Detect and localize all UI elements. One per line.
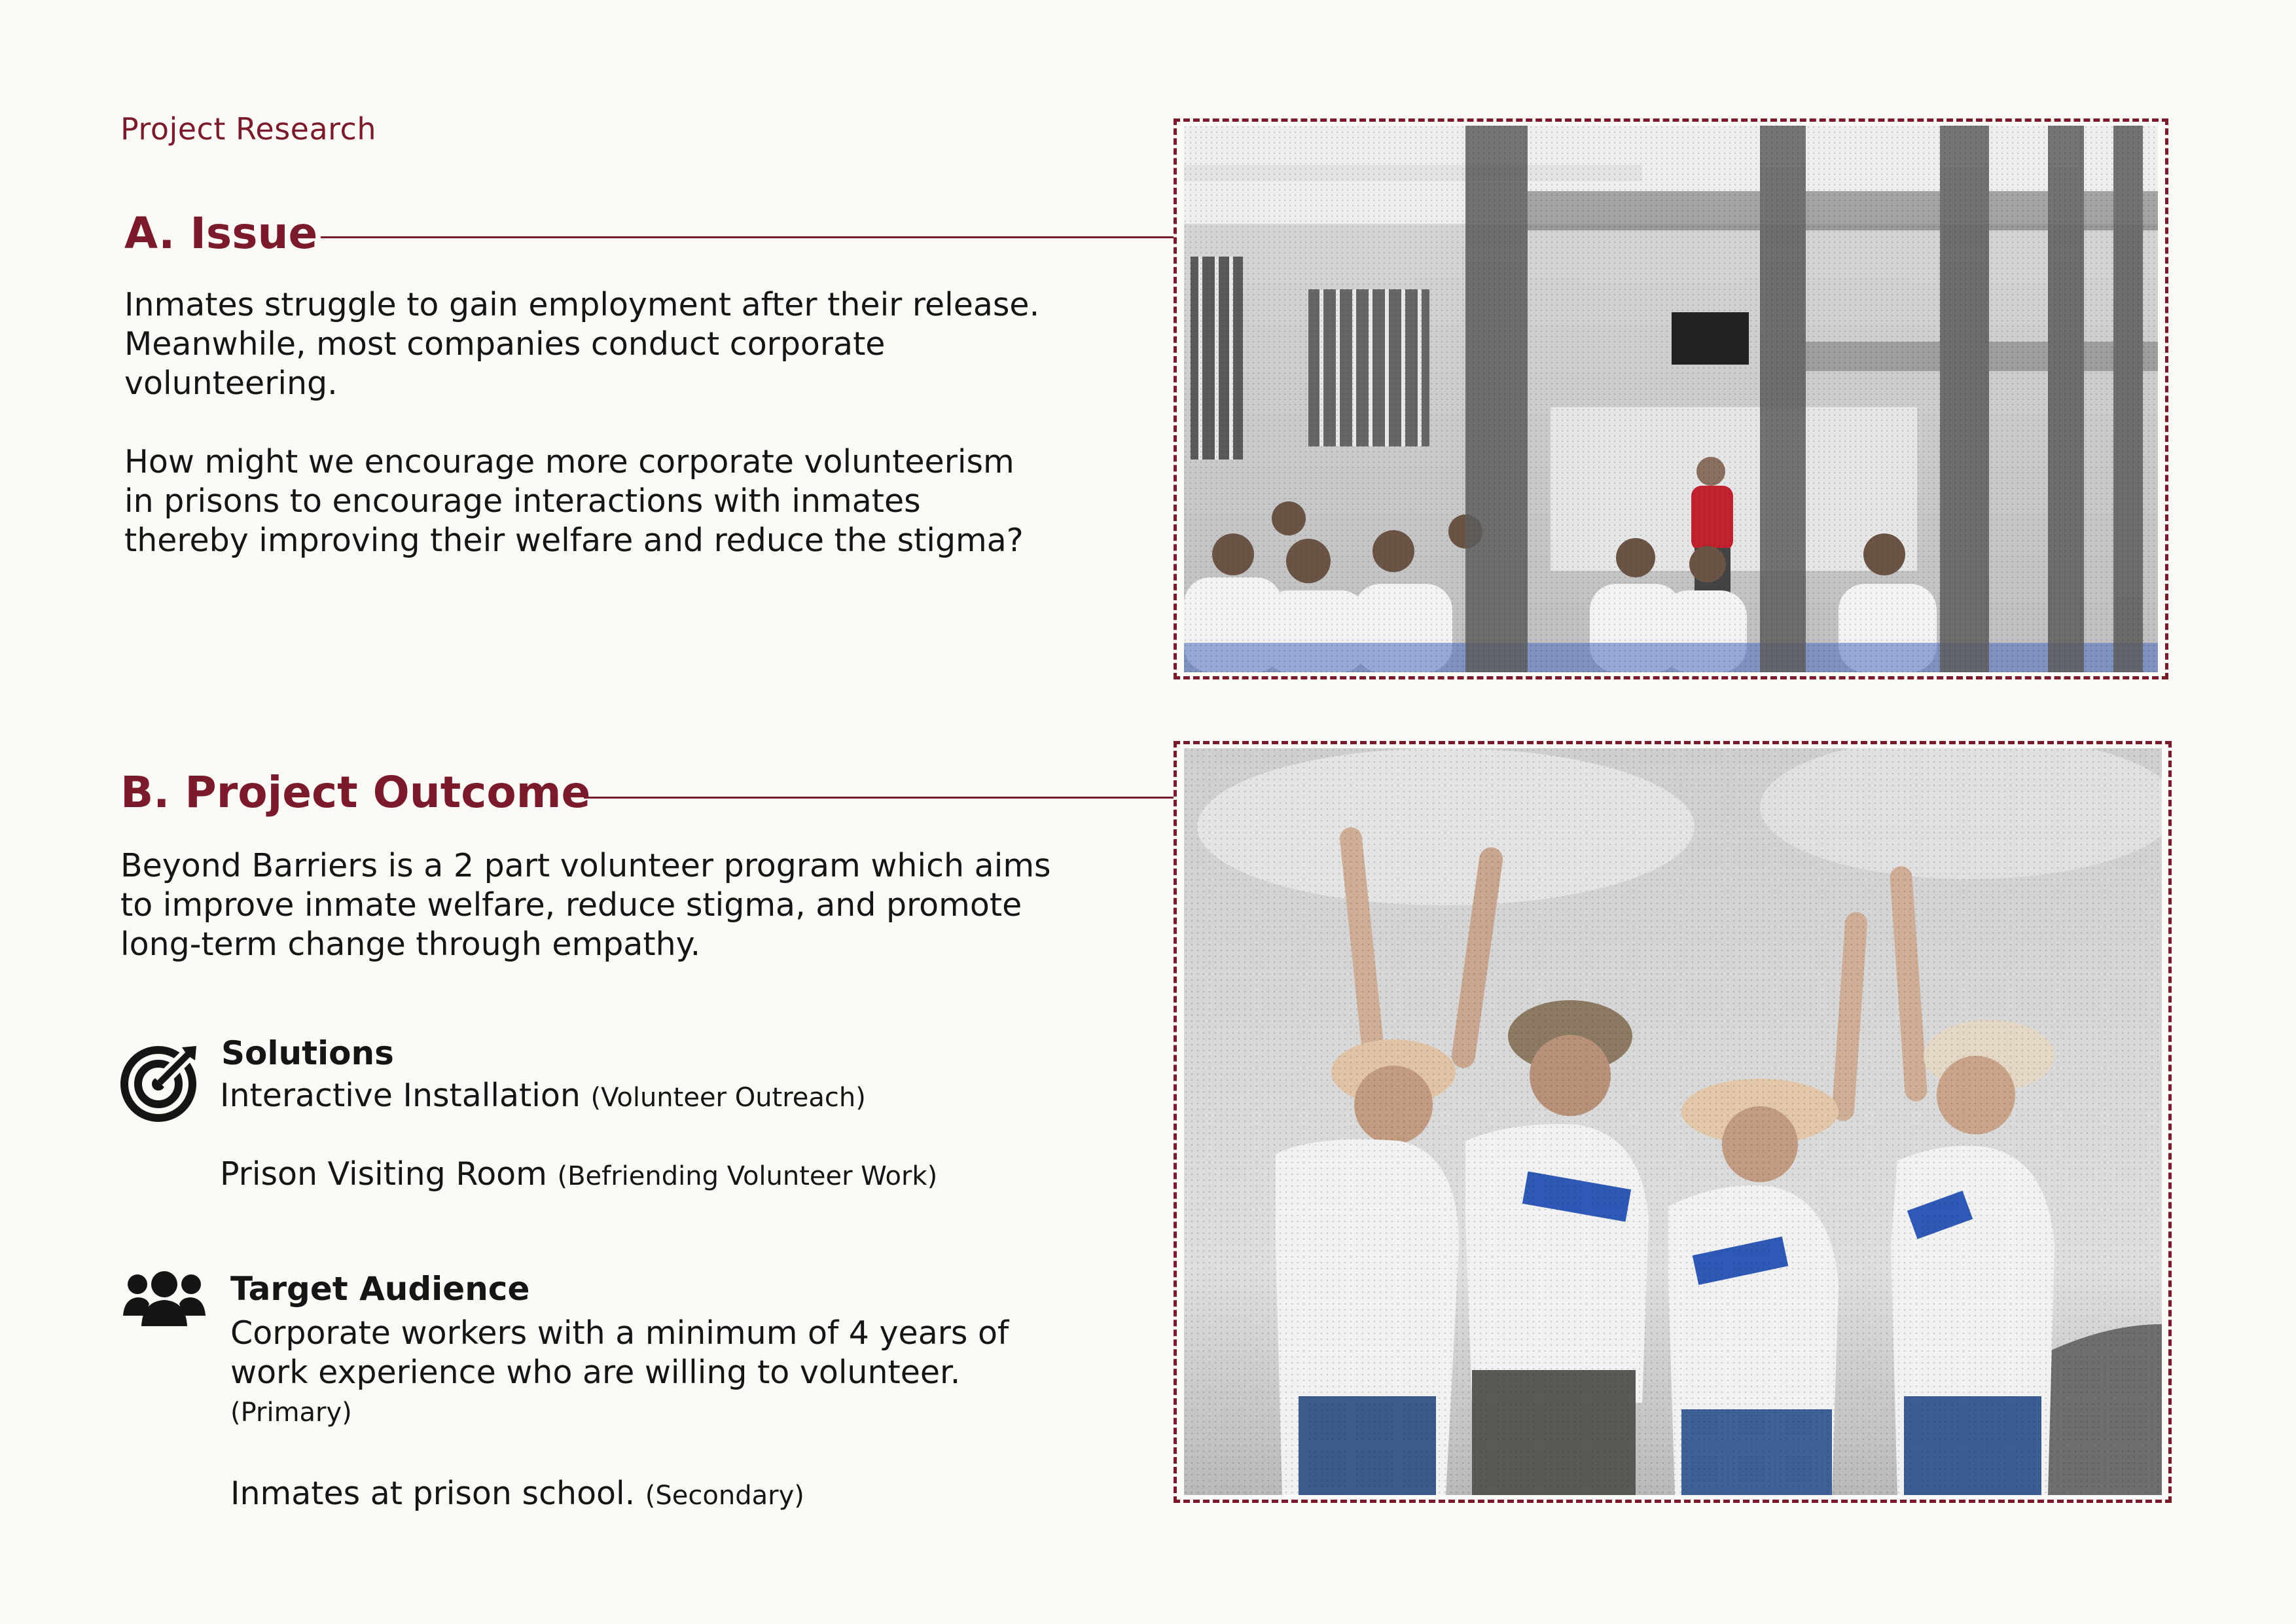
classroom-in-prison-photo bbox=[1184, 126, 2158, 672]
audience-secondary bbox=[230, 1475, 804, 1512]
group-icon bbox=[122, 1270, 207, 1329]
outcome-paragraph bbox=[120, 846, 1141, 964]
audience-secondary-note: (Secondary) bbox=[645, 1481, 804, 1511]
outcome-line: long-term change through empathy. bbox=[120, 926, 701, 963]
solution-note: (Befriending Volunteer Work) bbox=[557, 1161, 938, 1191]
issue-p1-line: volunteering. bbox=[124, 365, 338, 402]
audience-primary-line: Corporate workers with a minimum of 4 years of bbox=[230, 1314, 1009, 1352]
outcome-heading: B. Project Outcome bbox=[120, 767, 591, 818]
issue-p2-line: thereby improving their welfare and reduce the stigma? bbox=[124, 522, 1024, 559]
solution-item bbox=[220, 1155, 937, 1193]
audience-title: Target Audience bbox=[230, 1270, 530, 1308]
outcome-line: Beyond Barriers is a 2 part volunteer program which aims bbox=[120, 847, 1051, 884]
audience-primary bbox=[230, 1314, 1147, 1433]
solution-label: Prison Visiting Room bbox=[220, 1155, 547, 1193]
volunteers-celebrating-photo bbox=[1184, 748, 2162, 1495]
audience-secondary-label: Inmates at prison school. bbox=[230, 1475, 636, 1512]
issue-p2-line: in prisons to encourage interactions with inmates bbox=[124, 482, 921, 520]
outcome-connector-line bbox=[584, 797, 1174, 799]
solution-item bbox=[220, 1077, 866, 1114]
audience-primary-note: (Primary) bbox=[230, 1398, 352, 1428]
issue-paragraph-1 bbox=[124, 285, 1106, 403]
target-icon bbox=[119, 1041, 202, 1123]
issue-p1-line: Meanwhile, most companies conduct corporate bbox=[124, 325, 886, 363]
audience-primary-line: work experience who are willing to volunteer. bbox=[230, 1354, 961, 1391]
issue-connector-line bbox=[321, 236, 1174, 238]
solution-note: (Volunteer Outreach) bbox=[590, 1083, 866, 1113]
outcome-line: to improve inmate welfare, reduce stigma, and promote bbox=[120, 886, 1022, 924]
issue-p1-line: Inmates struggle to gain employment after their release. bbox=[124, 286, 1040, 323]
solution-label: Interactive Installation bbox=[220, 1077, 581, 1114]
issue-paragraph-2 bbox=[124, 442, 1106, 560]
page-kicker: Project Research bbox=[120, 111, 377, 147]
solutions-title: Solutions bbox=[221, 1034, 394, 1072]
issue-p2-line: How might we encourage more corporate volunteerism bbox=[124, 443, 1014, 480]
issue-heading: A. Issue bbox=[124, 208, 318, 259]
